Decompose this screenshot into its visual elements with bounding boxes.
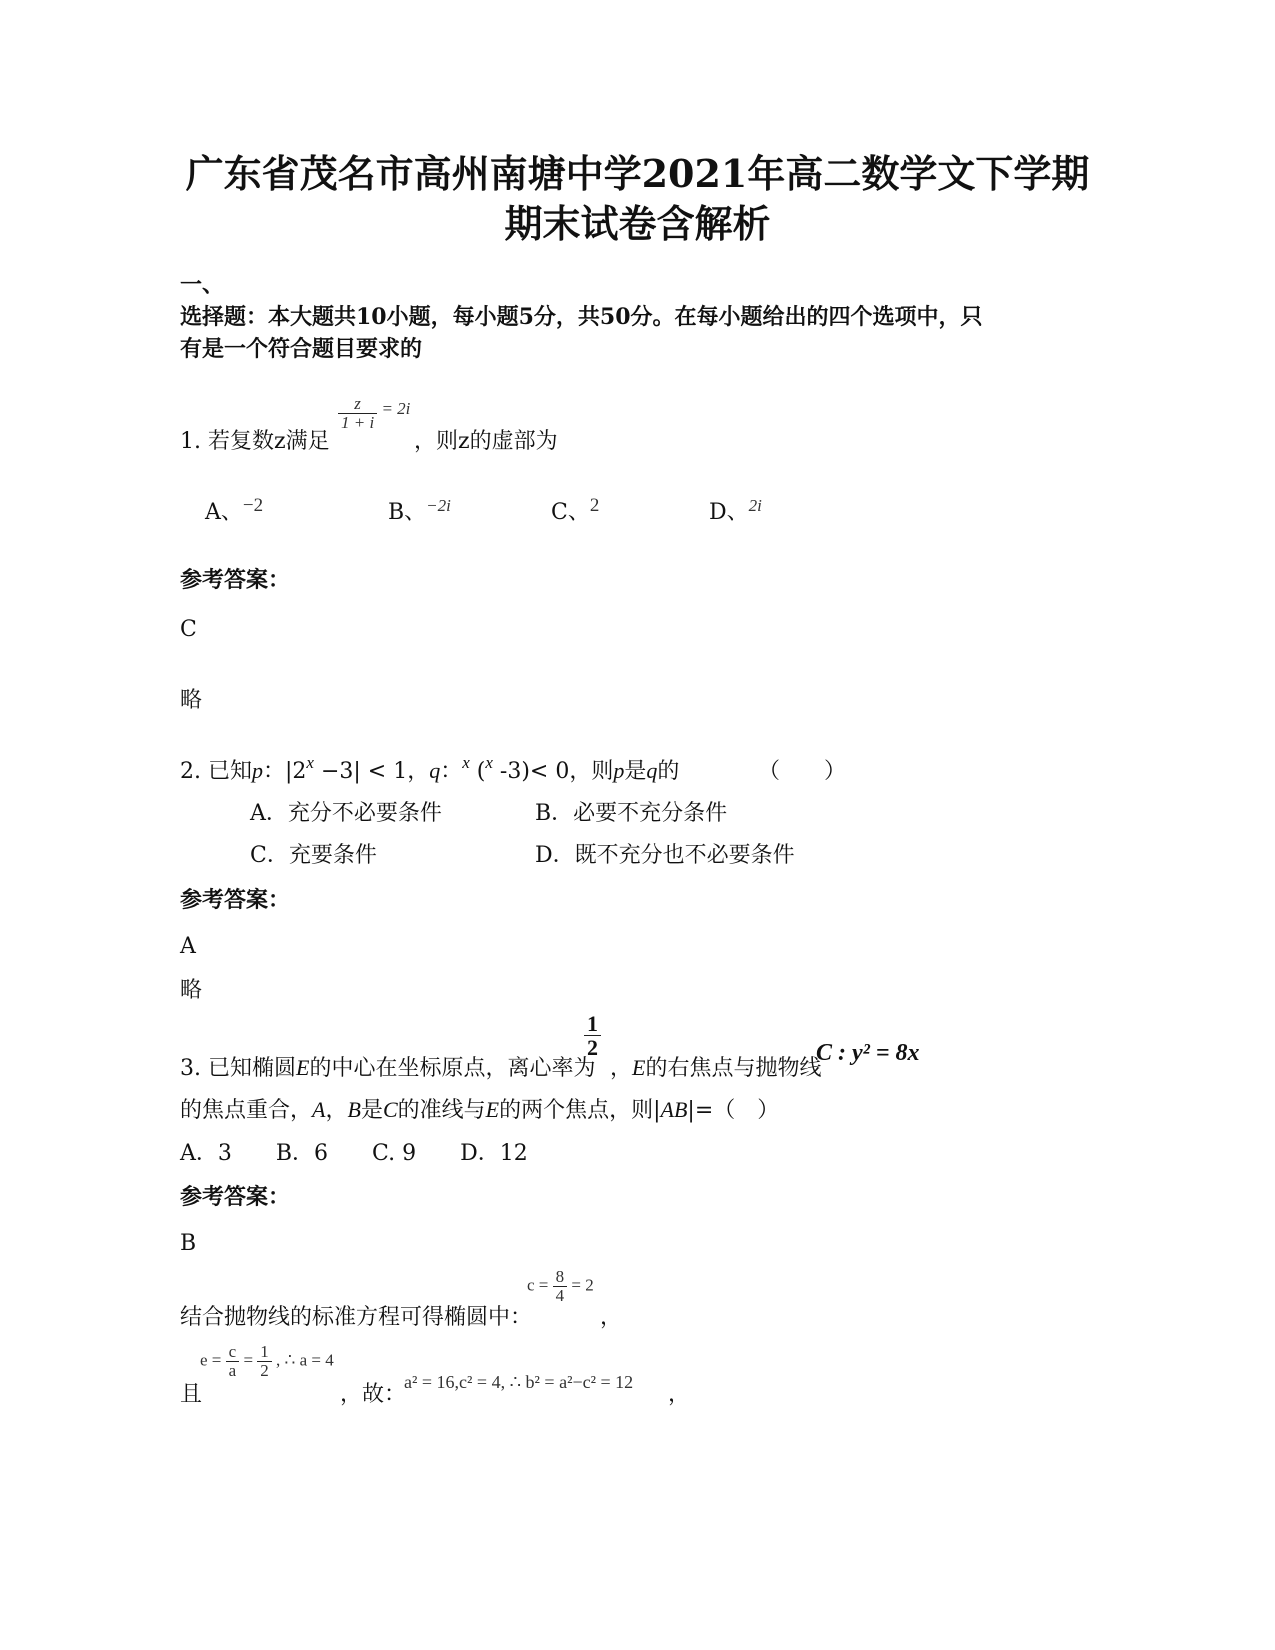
q3-sol2-tail: , ∴ a = 4 bbox=[276, 1350, 334, 1370]
q3-line2-e: 的两个焦点，则| bbox=[499, 1098, 661, 1123]
q1-option-d-value: 2i bbox=[748, 496, 762, 515]
q2-option-c: C．充要条件 bbox=[250, 843, 377, 868]
q2-option-d: D．既不充分也不必要条件 bbox=[535, 843, 795, 868]
section-number: 一、 bbox=[180, 272, 225, 298]
q1-option-b-value: −2i bbox=[426, 496, 451, 515]
q1-option-a-value: −2 bbox=[242, 495, 264, 516]
q3-sol2-lhs: e = bbox=[200, 1350, 222, 1370]
q3-sol1-end: ， bbox=[600, 1305, 623, 1330]
q3-sol2-den1: a bbox=[228, 1360, 237, 1380]
q2-answer: A bbox=[180, 934, 196, 959]
page-title: 广东省茂名市高州南塘中学2021年高二数学文下学期 bbox=[185, 151, 1090, 196]
q2-stem-a: 2. 已知 bbox=[180, 759, 252, 784]
page-title-line2: 期末试卷含解析 bbox=[504, 201, 771, 246]
q2-option-b: B．必要不充分条件 bbox=[535, 801, 728, 826]
q3-sol2-num1: c bbox=[226, 1343, 240, 1362]
q3-sol2-mid: ，故： bbox=[340, 1382, 407, 1407]
q2-stem-h: 的 bbox=[657, 759, 680, 784]
q3-solution-line1-text: 结合抛物线的标准方程可得椭圆中： bbox=[180, 1305, 533, 1330]
q1-stem bbox=[180, 424, 330, 455]
q3-B: B bbox=[347, 1097, 361, 1122]
q2-option-a: A．充分不必要条件 bbox=[250, 801, 442, 826]
q1-frac-den: 1 + i bbox=[341, 412, 375, 432]
q3-sol1-lhs: c = bbox=[527, 1275, 549, 1295]
q1-option-b bbox=[388, 495, 451, 526]
q3-E3: E bbox=[485, 1097, 500, 1122]
q3-sol2-num2: 1 bbox=[257, 1343, 272, 1362]
q3-half-num: 1 bbox=[584, 1012, 601, 1036]
q3-sol2-end: ， bbox=[668, 1382, 691, 1407]
q3-stem-line1b bbox=[610, 1051, 821, 1082]
q3-sol2-formula-b: a² = 16,c² = 4, ∴ b² = a²−c² = 12 bbox=[404, 1372, 634, 1392]
q2-stem-g: 是 bbox=[624, 759, 647, 784]
q3-sol2-fraction1 bbox=[226, 1343, 240, 1380]
q3-E2: E bbox=[632, 1055, 646, 1080]
q3-half-den: 2 bbox=[587, 1035, 598, 1061]
q3-sol2-prefix: 且 bbox=[180, 1382, 203, 1407]
q3-line2-c: 是 bbox=[360, 1098, 383, 1123]
q3-stem-a: 3. 已知椭圆 bbox=[180, 1056, 296, 1081]
q1-explanation: 略 bbox=[180, 688, 203, 713]
q3-eccentricity bbox=[584, 1012, 601, 1059]
q1-suffix: ，则z的虚部为 bbox=[414, 429, 558, 454]
q2-q: q bbox=[429, 758, 441, 783]
q3-answer: B bbox=[180, 1231, 197, 1256]
q2-stem-e: ( bbox=[469, 759, 486, 784]
q2-answer-label: 参考答案： bbox=[180, 887, 291, 913]
q1-option-c bbox=[551, 495, 599, 526]
q1-option-d-label: D、 bbox=[709, 500, 749, 525]
q1-frac-num: z bbox=[338, 395, 377, 414]
q3-sol1-rhs: = 2 bbox=[571, 1275, 594, 1295]
q3-sol1-num: 8 bbox=[553, 1268, 568, 1287]
q1-option-a-label: A、 bbox=[205, 500, 243, 525]
q1-fraction bbox=[338, 395, 377, 432]
q3-half-fraction bbox=[584, 1012, 601, 1059]
q3-C: C bbox=[382, 1097, 398, 1122]
q2-stem-b: ：|2 bbox=[262, 759, 307, 784]
q3-line2-d: 的准线与 bbox=[397, 1098, 486, 1123]
q3-solution-formula1 bbox=[527, 1268, 594, 1305]
q2-x3: x bbox=[485, 753, 493, 772]
q3-sol2-fraction2 bbox=[257, 1343, 272, 1380]
q3-sol2-eq: = bbox=[243, 1350, 254, 1370]
q1-answer-label: 参考答案： bbox=[180, 567, 291, 593]
section-heading-line1: 选择题：本大题共10小题，每小题5分，共50分。在每小题给出的四个选项中，只 bbox=[180, 304, 983, 330]
q1-frac-rhs: = 2i bbox=[381, 399, 411, 418]
q3-sol1-den: 4 bbox=[555, 1285, 565, 1305]
q2-x1: x bbox=[306, 753, 314, 772]
q3-answer-label: 参考答案： bbox=[180, 1184, 291, 1210]
section-heading-line2: 有是一个符合题目要求的 bbox=[180, 336, 423, 362]
q3-stem-b: 的中心在坐标原点，离心率为 bbox=[309, 1056, 596, 1081]
q3-line2-a: 的焦点重合， bbox=[180, 1098, 313, 1123]
q2-stem-c: −3| < 1， bbox=[313, 759, 430, 784]
q3-AB: AB bbox=[660, 1097, 688, 1122]
q3-E1: E bbox=[295, 1055, 310, 1080]
q2-bracket: （ ） bbox=[758, 759, 847, 784]
q3-line2-b: ， bbox=[325, 1098, 348, 1123]
q3-sol2-den2: 2 bbox=[260, 1360, 269, 1380]
q2-x2: x bbox=[462, 753, 470, 772]
q3-options: A．3 B．6 C. 9 D．12 bbox=[180, 1141, 528, 1166]
q1-formula bbox=[338, 395, 410, 432]
q1-answer: C bbox=[180, 617, 197, 642]
q2-stem bbox=[180, 754, 679, 785]
q2-p: p bbox=[251, 758, 263, 783]
q2-p2: p bbox=[613, 758, 625, 783]
q3-solution-formula2 bbox=[200, 1343, 334, 1380]
q1-option-b-label: B、 bbox=[388, 500, 427, 525]
q3-stem-d: 的右焦点与抛物线 bbox=[645, 1056, 822, 1081]
q3-stem-line1 bbox=[180, 1051, 595, 1082]
q2-stem-f: -3)< 0，则 bbox=[492, 759, 614, 784]
q1-prefix: 1. 若复数z满足 bbox=[180, 429, 330, 454]
q3-stem-line2 bbox=[180, 1093, 779, 1124]
q3-sol1-fraction bbox=[553, 1268, 568, 1305]
q2-stem-d: ： bbox=[440, 759, 463, 784]
q3-parabola-formula: C : y² = 8x bbox=[816, 1040, 920, 1066]
q1-option-c-label: C、 bbox=[551, 500, 590, 525]
q1-option-d bbox=[709, 495, 762, 526]
q1-option-c-value: 2 bbox=[589, 495, 600, 516]
q2-explanation: 略 bbox=[180, 978, 203, 1003]
q3-stem-c: ， bbox=[610, 1056, 633, 1081]
q3-A: A bbox=[312, 1097, 326, 1122]
q2-q2: q bbox=[646, 758, 658, 783]
q1-option-a bbox=[205, 495, 263, 526]
q3-line2-f: |=（ ） bbox=[687, 1098, 780, 1123]
